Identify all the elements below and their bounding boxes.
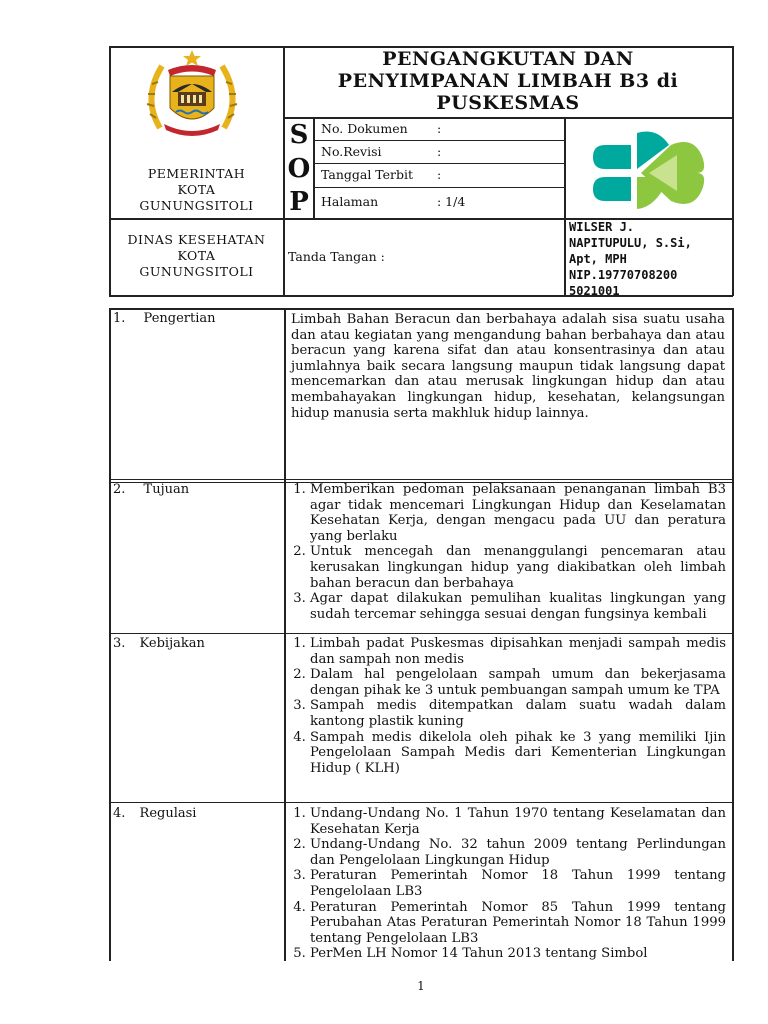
signer-title: Apt, MPH xyxy=(569,252,627,266)
dept-line-1: DINAS KESEHATAN xyxy=(127,232,266,247)
title-line-2: PENYIMPANAN LIMBAH B3 di xyxy=(337,70,679,92)
org-line-3: GUNUNGSITOLI xyxy=(139,198,254,213)
field-label: Tanggal Terbit xyxy=(321,167,414,182)
sop-letter-s: S xyxy=(289,120,309,150)
field-value: : xyxy=(437,121,442,136)
signer-name-1: WILSER J. xyxy=(569,220,635,234)
dept-line-3: GUNUNGSITOLI xyxy=(139,264,254,279)
list-item: 2. Dalam hal pengelolaan sampah umum dan bekerjasama dengan pihak ke 3 untuk pembuangan sampah umum ke TPA xyxy=(310,667,726,698)
section-2-list xyxy=(286,482,726,622)
field-tanggal-terbit xyxy=(321,167,561,182)
health-ministry-logo xyxy=(585,125,715,213)
field-label: No. Dokumen xyxy=(321,121,408,136)
field-value: : xyxy=(437,144,442,159)
org-line-1: PEMERINTAH xyxy=(147,166,246,181)
section-num: 3. xyxy=(113,636,126,651)
field-no-dokumen xyxy=(321,121,561,136)
section-1-label xyxy=(113,311,216,326)
signer-block xyxy=(569,219,732,299)
signer-nip-2: 5021001 xyxy=(569,284,620,298)
section-3-list xyxy=(286,636,726,776)
org-line-2: KOTA xyxy=(177,182,216,197)
left-org-name xyxy=(110,166,283,214)
sop-letter-o: O xyxy=(287,154,311,184)
list-item: 2. Undang-Undang No. 32 tahun 2009 tentang Perlindungan dan Pengelolaan Lingkungan Hidup xyxy=(310,837,726,868)
list-item: 4. Peraturan Pemerintah Nomor 85 Tahun 1999 tentang Perubahan Atas Peraturan Pemerintah Nomor 18 Tahun 1999 tentang Pengelolaan LB3 xyxy=(310,900,726,947)
section-num: 4. xyxy=(113,806,126,821)
list-item: 2. Untuk mencegah dan menanggulangi pencemaran atau kerusakan lingkungan hidup yang diakibatkan oleh limbah bahan beracun dan berbahaya xyxy=(310,544,726,591)
field-label: No.Revisi xyxy=(321,144,382,159)
section-title: Pengertian xyxy=(143,311,216,326)
field-value: : 1/4 xyxy=(437,194,466,209)
section-title: Tujuan xyxy=(143,482,190,497)
list-item: 3. Sampah medis ditempatkan dalam suatu wadah dalam kantong plastik kuning xyxy=(310,698,726,729)
title-line-1: PENGANGKUTAN DAN xyxy=(382,48,634,70)
list-item: 3. Agar dapat dilakukan pemulihan kualitas lingkungan yang sudah tercemar sehingga sesuai dengan fungsinya kembali xyxy=(310,591,726,622)
section-num: 2. xyxy=(113,482,126,497)
list-item: 4. Sampah medis dikelola oleh pihak ke 3 yang memiliki Ijin Pengelolaan Sampah Medis dari Kementerian Lingkungan Hidup ( KLH) xyxy=(310,730,726,777)
list-item: 1. Undang-Undang No. 1 Tahun 1970 tentang Keselamatan dan Kesehatan Kerja xyxy=(310,806,726,837)
section-4-list xyxy=(286,806,726,960)
field-halaman xyxy=(321,194,561,209)
section-4-label xyxy=(113,806,196,821)
field-label: Halaman xyxy=(321,194,379,209)
signer-nip-1: NIP.19770708200 xyxy=(569,268,678,282)
sop-letter-p: P xyxy=(289,187,309,217)
dept-line-2: KOTA xyxy=(177,248,216,263)
list-item: 1. Limbah padat Puskesmas dipisahkan menjadi sampah medis dan sampah non medis xyxy=(310,636,726,667)
signature-label: Tanda Tangan : xyxy=(288,249,385,264)
department-name xyxy=(110,232,283,280)
field-no-revisi xyxy=(321,144,561,159)
section-2-label xyxy=(113,482,189,497)
signer-name-2: NAPITUPULU, S.Si, xyxy=(569,236,692,250)
section-1-text: Limbah Bahan Beracun dan berbahaya adalah sisa suatu usaha dan atau kegiatan yang mengandung bahan berbahaya dan atau beracun yang karena sifat dan atau konsentrasinya dan atau jumlahnya baik secara langsung maupun tidak langsung dapat mencemarkan dan atau merusak lingkungan hidup dan atau membahayakan lingkungan hidup, kesehatan, kelangsungan hidup manusia serta makhluk hidup lainnya. xyxy=(291,312,725,421)
document-title xyxy=(284,48,732,114)
field-value: : xyxy=(437,167,442,182)
title-line-3: PUSKESMAS xyxy=(436,92,580,114)
section-title: Regulasi xyxy=(139,806,197,821)
section-title: Kebijakan xyxy=(139,636,205,651)
list-item: 3. Peraturan Pemerintah Nomor 18 Tahun 1999 tentang Pengelolaan LB3 xyxy=(310,868,726,899)
section-num: 1. xyxy=(113,311,126,326)
list-item: 5. PerMen LH Nomor 14 Tahun 2013 tentang Simbol xyxy=(310,946,726,960)
section-3-label xyxy=(113,636,205,651)
page-number: 1 xyxy=(417,979,425,993)
city-emblem xyxy=(140,48,244,138)
list-item: 1. Memberikan pedoman pelaksanaan penanganan limbah B3 agar tidak mencemari Lingkungan Hidup dan Keselamatan Kesehatan Kerja, dengan mengacu pada UU dan peratura yang berlaku xyxy=(310,482,726,544)
